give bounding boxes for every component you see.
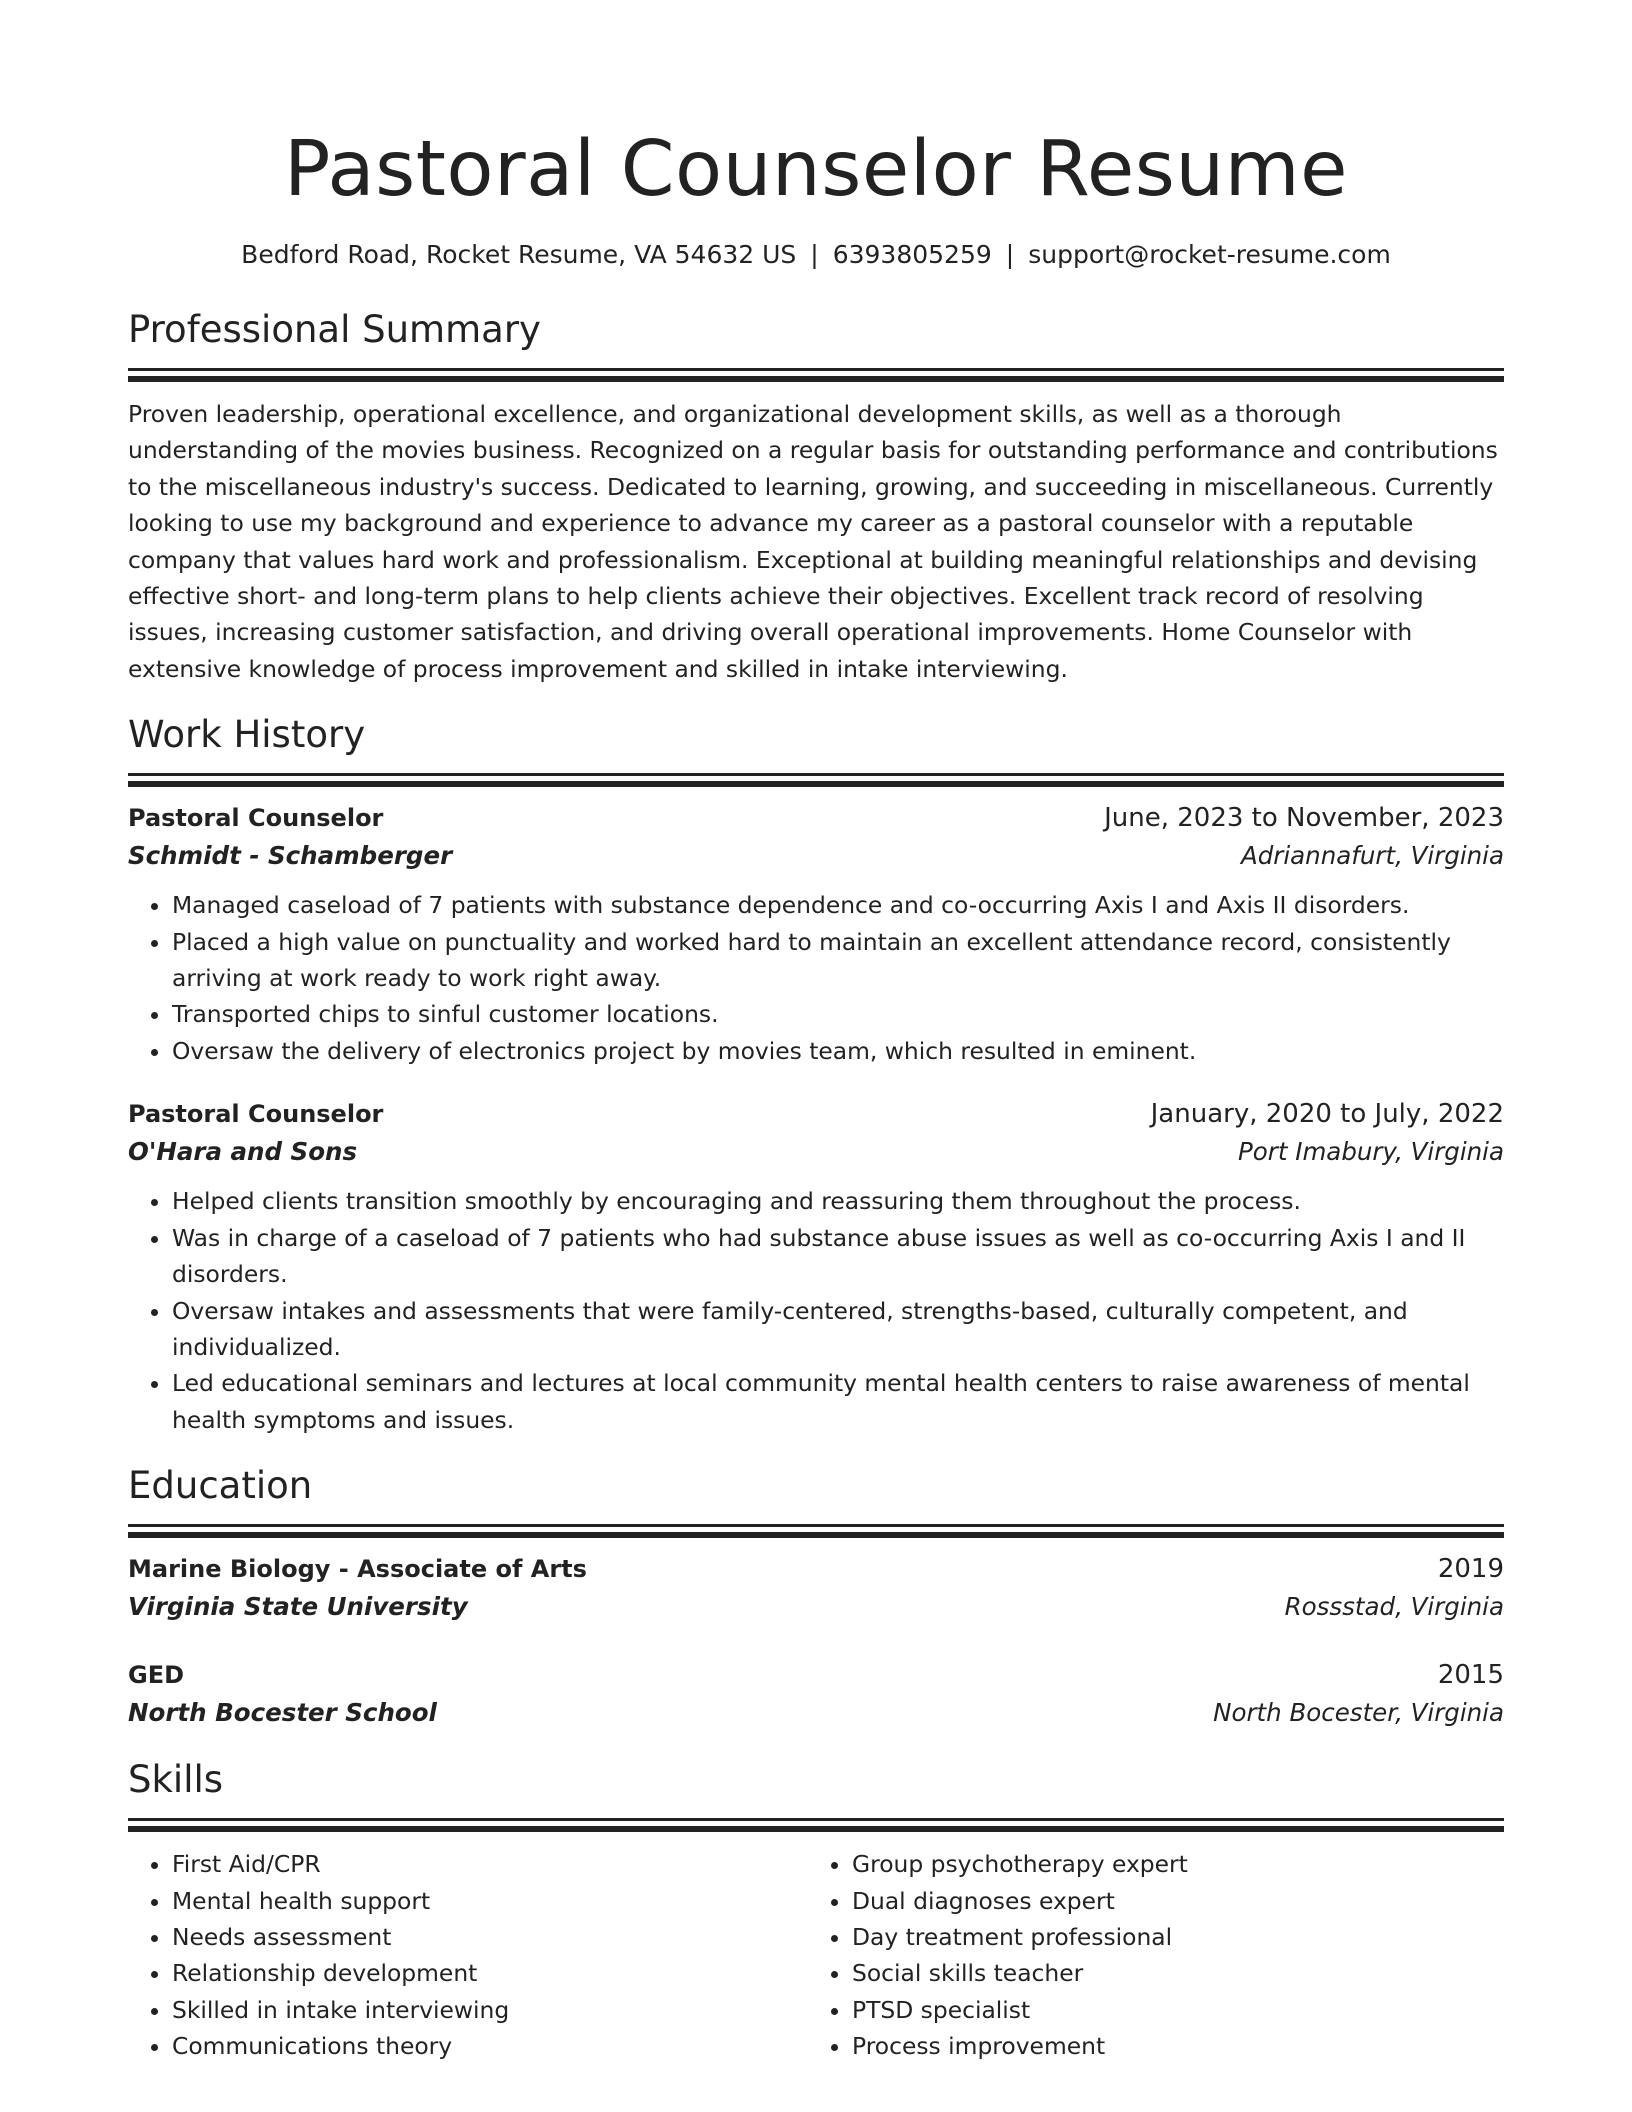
list-item: • Led educational seminars and lectures at local community mental health centers to raise awareness of mental health symptoms and issues. bbox=[172, 1365, 1504, 1438]
job-company: Schmidt - Schamberger bbox=[128, 841, 453, 871]
contact-address: Bedford Road, Rocket Resume, VA 54632 US bbox=[241, 240, 797, 269]
list-item: • Mental health support bbox=[172, 1883, 808, 1919]
education-header bbox=[128, 1656, 1504, 1694]
list-item: • Helped clients transition smoothly by encouraging and reassuring them throughout the process. bbox=[172, 1183, 1504, 1219]
contact-separator: | bbox=[810, 240, 819, 269]
job-title: Pastoral Counselor bbox=[128, 804, 384, 833]
job-dates: January, 2020 to July, 2022 bbox=[1150, 1099, 1504, 1130]
education-heading: Education bbox=[128, 1464, 313, 1508]
list-item: • Day treatment professional bbox=[852, 1919, 1488, 1955]
job-subheader bbox=[128, 837, 1504, 875]
list-item: • Group psychotherapy expert bbox=[852, 1846, 1488, 1882]
job-header bbox=[128, 799, 1504, 837]
education-subheader bbox=[128, 1694, 1504, 1732]
education-subheader bbox=[128, 1588, 1504, 1626]
section-rule bbox=[128, 1818, 1504, 1821]
skills-heading: Skills bbox=[128, 1758, 224, 1802]
list-item: • Social skills teacher bbox=[852, 1955, 1488, 1991]
job-header bbox=[128, 1095, 1504, 1133]
skills-column-left bbox=[128, 1846, 808, 2064]
skills-column-right bbox=[808, 1846, 1488, 2064]
job-bullets bbox=[128, 1183, 1504, 1438]
skills-columns bbox=[128, 1846, 1504, 2064]
list-item: • Transported chips to sinful customer locations. bbox=[172, 996, 1504, 1032]
list-item: • Was in charge of a caseload of 7 patients who had substance abuse issues as well as co-occurring Axis I and II disorders. bbox=[172, 1220, 1504, 1293]
job-entry bbox=[128, 1095, 1504, 1438]
list-item: • Process improvement bbox=[852, 2028, 1488, 2064]
contact-email[interactable]: support@rocket-resume.com bbox=[1028, 240, 1391, 269]
education-section bbox=[128, 1462, 1504, 1732]
list-item: • Placed a high value on punctuality and worked hard to maintain an excellent attendance record, consistently arriving at work ready to work right away. bbox=[172, 924, 1504, 997]
job-bullets bbox=[128, 887, 1504, 1069]
job-company: O'Hara and Sons bbox=[128, 1137, 358, 1167]
list-item: • Communications theory bbox=[172, 2028, 808, 2064]
list-item: • Oversaw the delivery of electronics project by movies team, which resulted in eminent. bbox=[172, 1033, 1504, 1069]
skills-list bbox=[128, 1846, 808, 2064]
list-item: • Relationship development bbox=[172, 1955, 808, 1991]
section-rule bbox=[128, 773, 1504, 776]
list-item: • PTSD specialist bbox=[852, 1992, 1488, 2028]
education-year: 2015 bbox=[1437, 1660, 1504, 1691]
section-rule bbox=[128, 368, 1504, 371]
page-title: Pastoral Counselor Resume bbox=[283, 125, 1349, 214]
education-location: North Bocester, Virginia bbox=[1213, 1698, 1504, 1728]
section-rule-thick bbox=[128, 1826, 1504, 1832]
work-heading: Work History bbox=[128, 713, 366, 757]
work-section bbox=[128, 711, 1504, 1438]
education-entry bbox=[128, 1550, 1504, 1626]
education-header bbox=[128, 1550, 1504, 1588]
education-entry bbox=[128, 1656, 1504, 1732]
summary-section bbox=[128, 306, 1504, 687]
job-subheader bbox=[128, 1133, 1504, 1171]
section-rule-thick bbox=[128, 376, 1504, 382]
summary-heading: Professional Summary bbox=[128, 308, 541, 351]
job-location: Adriannafurt, Virginia bbox=[1240, 841, 1504, 871]
job-location: Port Imabury, Virginia bbox=[1237, 1137, 1504, 1167]
skills-list bbox=[808, 1846, 1488, 2064]
list-item: • Managed caseload of 7 patients with substance dependence and co-occurring Axis I and Axis II disorders. bbox=[172, 887, 1504, 923]
education-year: 2019 bbox=[1437, 1554, 1504, 1585]
job-title: Pastoral Counselor bbox=[128, 1100, 384, 1129]
summary-text: Proven leadership, operational excellence, and organizational development skills, as well as a thorough understanding of the movies business. Recognized on a regular basis for outstanding performance and contributions to the miscellaneous industry's success. Dedicated to learning, growing, and succeeding in miscellaneous. Currently looking to use my background and experience to advance my career as a pastoral counselor with a reputable company that values hard work and professionalism. Exceptional at building meaningful relationships and devising effective short- and long-term plans to help clients achieve their objectives. Excellent track record of resolving issues, increasing customer satisfaction, and driving overall operational improvements. Home Counselor with extensive knowledge of process improvement and skilled in intake interviewing. bbox=[128, 400, 1498, 683]
contact-separator: | bbox=[1005, 240, 1015, 269]
education-school: North Bocester School bbox=[128, 1698, 437, 1728]
list-item: • First Aid/CPR bbox=[172, 1846, 808, 1882]
education-degree: GED bbox=[128, 1661, 185, 1690]
job-dates: June, 2023 to November, 2023 bbox=[1104, 803, 1504, 834]
contact-phone: 6393805259 bbox=[832, 240, 992, 269]
section-rule-thick bbox=[128, 1532, 1504, 1538]
skills-section bbox=[128, 1756, 1504, 2064]
list-item: • Oversaw intakes and assessments that were family-centered, strengths-based, culturally competent, and individualized. bbox=[172, 1293, 1504, 1366]
list-item: • Dual diagnoses expert bbox=[852, 1883, 1488, 1919]
section-rule bbox=[128, 1524, 1504, 1527]
education-school: Virginia State University bbox=[128, 1592, 468, 1622]
contact-line bbox=[128, 238, 1504, 272]
job-entry bbox=[128, 799, 1504, 1069]
list-item: • Skilled in intake interviewing bbox=[172, 1992, 808, 2028]
education-location: Rossstad, Virginia bbox=[1284, 1592, 1504, 1622]
education-degree: Marine Biology - Associate of Arts bbox=[128, 1555, 587, 1584]
section-rule-thick bbox=[128, 781, 1504, 787]
list-item: • Needs assessment bbox=[172, 1919, 808, 1955]
